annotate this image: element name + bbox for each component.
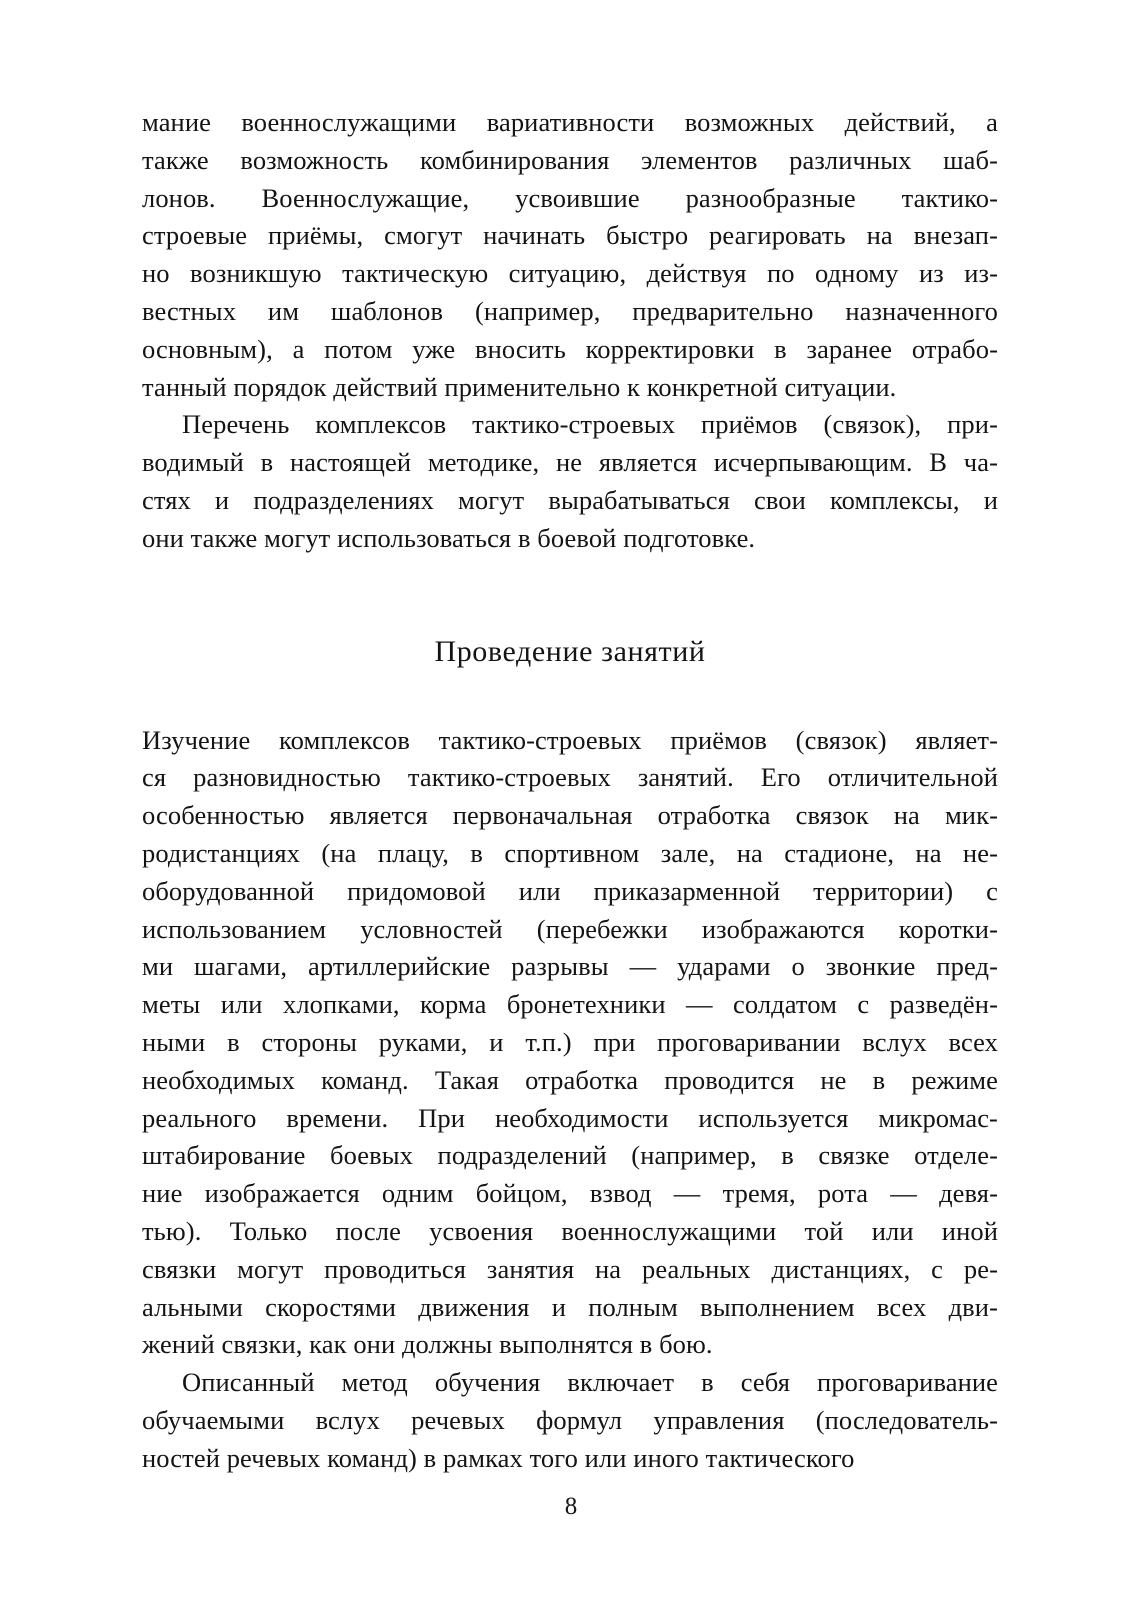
text-line: лонов. Военнослужащие, усвоившие разнообразные тактико-: [142, 182, 998, 213]
page-number: 8: [564, 1493, 578, 1520]
text-line: Изучение комплексов тактико-строевых приёмов (связок) являет-: [142, 724, 998, 755]
text-line: ностей речевых команд) в рамках того или иного тактического: [142, 1442, 855, 1473]
text-line: обучаемыми вслух речевых формул управления (последователь-: [142, 1404, 998, 1435]
text-line: основным), а потом уже вносить корректировки в заранее отрабо-: [142, 333, 998, 364]
text-line: Описанный метод обучения включает в себя проговаривание: [182, 1367, 998, 1398]
text-column: [142, 104, 998, 1478]
text-line: строевые приёмы, смогут начинать быстро реагировать на внезап-: [142, 220, 998, 251]
paragraph-4: [142, 1364, 998, 1477]
text-line: жений связки, как они должны выполнятся в бою.: [142, 1329, 713, 1360]
text-line: вестных им шаблонов (например, предварительно назначенного: [142, 295, 998, 326]
text-line: ние изображается одним бойцом, взвод — тремя, рота — девя-: [142, 1178, 998, 1209]
paragraph-2: [142, 406, 998, 557]
text-line: реального времени. При необходимости используется микромас-: [142, 1102, 998, 1133]
paragraph-1: [142, 104, 998, 406]
text-line: меты или хлопками, корма бронетехники — солдатом с разведён-: [142, 989, 998, 1020]
text-line: также возможность комбинирования элементов различных шаб-: [142, 144, 998, 175]
text-line: оборудованной придомовой или приказарменной территории) с: [142, 875, 998, 906]
text-line: танный порядок действий применительно к конкретной ситуации.: [142, 371, 897, 402]
heading-bottom-gap: [142, 672, 998, 722]
text-line: особенностью является первоначальная отработка связок на мик-: [142, 800, 998, 831]
text-line: ми шагами, артиллерийские разрывы — ударами о звонкие пред-: [142, 951, 998, 982]
text-line: тью). Только после усвоения военнослужащими той или иной: [142, 1215, 998, 1246]
text-line: ся разновидностью тактико-строевых занятий. Его отличительной: [142, 762, 998, 793]
text-line: связки могут проводиться занятия на реальных дистанциях, с ре-: [142, 1253, 998, 1284]
section-heading: Проведение занятий: [434, 634, 706, 668]
text-line: ными в стороны руками, и т.п.) при проговаривании вслух всех: [142, 1026, 998, 1057]
text-line: они также могут использоваться в боевой подготовке.: [142, 522, 756, 553]
text-line: необходимых команд. Такая отработка проводится не в режиме: [142, 1064, 998, 1095]
paragraph-3: [142, 722, 998, 1365]
text-line: но возникшую тактическую ситуацию, действуя по одному из из-: [142, 258, 998, 289]
text-line: мание военнослужащими вариативности возможных действий, а: [142, 107, 998, 137]
text-line: штабирование боевых подразделений (например, в связке отделе-: [142, 1140, 998, 1171]
text-line: водимый в настоящей методике, не является исчерпывающим. В ча-: [142, 447, 998, 478]
heading-top-gap: [142, 558, 998, 632]
text-line: Перечень комплексов тактико-строевых приёмов (связок), при-: [182, 409, 998, 440]
text-line: родистанциях (на плацу, в спортивном зале, на стадионе, на не-: [142, 837, 998, 868]
text-line: альными скоростями движения и полным выполнением всех дви-: [142, 1291, 998, 1322]
text-line: стях и подразделениях могут вырабатываться свои комплексы, и: [142, 484, 998, 515]
text-line: использованием условностей (перебежки изображаются коротки-: [142, 913, 998, 944]
